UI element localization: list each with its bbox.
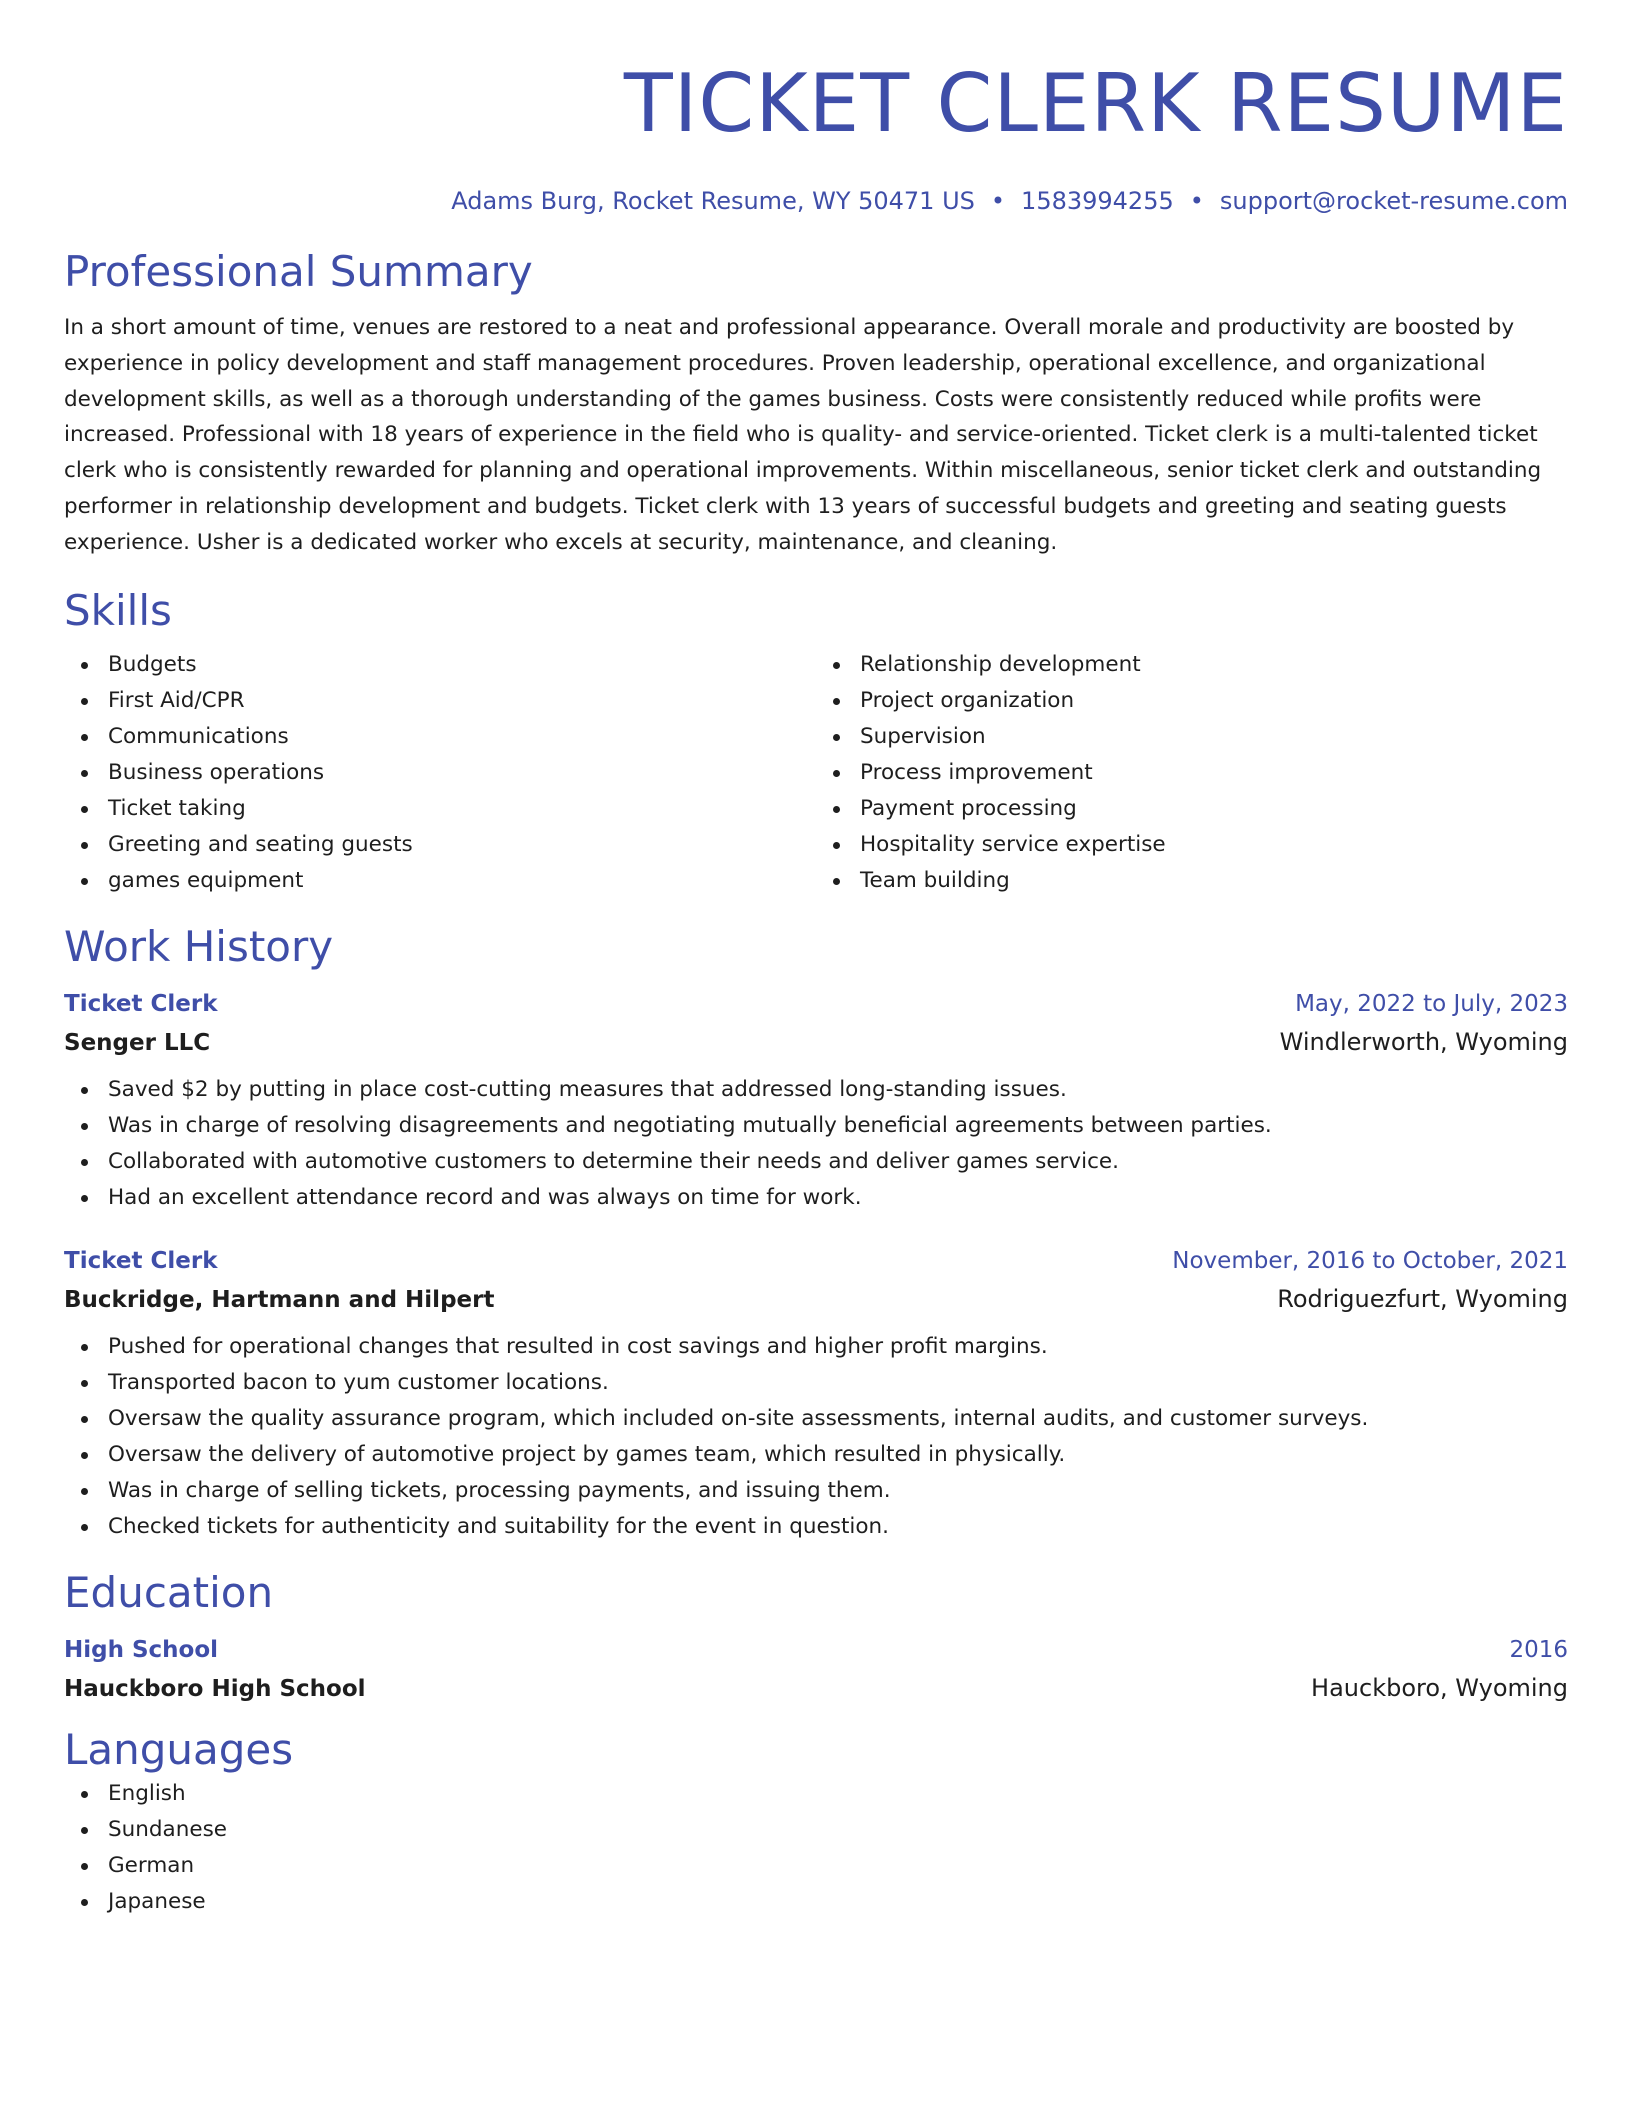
job-dates: May, 2022 to July, 2023 [1295, 990, 1568, 1017]
contact-email: support@rocket-resume.com [1219, 187, 1568, 215]
job-duty: Collaborated with automotive customers to determine their needs and deliver games service. [108, 1144, 1568, 1180]
job-location: Rodriguezfurt, Wyoming [1277, 1284, 1568, 1313]
skills-list-right [816, 647, 1568, 899]
skill-item: Greeting and seating guests [108, 827, 816, 863]
job-duty: Oversaw the delivery of automotive project by games team, which resulted in physically. [108, 1437, 1568, 1473]
job-duty: Transported bacon to yum customer locations. [108, 1365, 1568, 1401]
job-location: Windlerworth, Wyoming [1279, 1027, 1568, 1056]
skill-item: Relationship development [860, 647, 1568, 683]
work-entry-subheader [64, 1282, 1568, 1317]
job-duties-list [64, 1329, 1568, 1545]
skill-item: First Aid/CPR [108, 683, 816, 719]
contact-line [64, 186, 1568, 216]
contact-separator: • [1189, 187, 1204, 215]
job-duties-list [64, 1072, 1568, 1216]
skills-columns [64, 647, 1568, 899]
graduation-year: 2016 [1509, 1636, 1568, 1663]
language-item: German [108, 1848, 1568, 1884]
summary-text: In a short amount of time, venues are restored to a neat and professional appearance. Overall morale and productivity are boosted by experience in policy development and staff management procedures. Proven leadership, operational excellence, and organizational development skills, as well as a thorough understanding of the games business. Costs were consistently reduced while profits were increased. Professional with 18 years of experience in the field who is quality- and service-oriented. Ticket clerk is a multi-talented ticket clerk who is consistently rewarded for planning and operational improvements. Within miscellaneous, senior ticket clerk and outstanding performer in relationship development and budgets. Ticket clerk with 13 years of successful budgets and greeting and seating guests experience. Usher is a dedicated worker who excels at security, maintenance, and cleaning. [64, 315, 1542, 555]
job-duty: Pushed for operational changes that resulted in cost savings and higher profit margins. [108, 1329, 1568, 1365]
languages-section-title: Languages [64, 1724, 294, 1774]
school-location: Hauckboro, Wyoming [1311, 1673, 1568, 1702]
degree-title: High School [64, 1636, 219, 1663]
work-entry-header [64, 1246, 1568, 1276]
skill-item: Supervision [860, 719, 1568, 755]
job-duty: Oversaw the quality assurance program, which included on-site assessments, internal audits, and customer surveys. [108, 1401, 1568, 1437]
job-duty: Was in charge of resolving disagreements and negotiating mutually beneficial agreements between parties. [108, 1108, 1568, 1144]
work-history-section-title: Work History [64, 921, 334, 971]
skill-item: games equipment [108, 863, 816, 899]
education-entry-header [64, 1635, 1568, 1665]
job-duty: Was in charge of selling tickets, processing payments, and issuing them. [108, 1473, 1568, 1509]
job-dates: November, 2016 to October, 2021 [1172, 1247, 1568, 1274]
job-title: Ticket Clerk [64, 1247, 218, 1274]
skill-item: Ticket taking [108, 791, 816, 827]
contact-separator: • [990, 187, 1006, 215]
work-entry-header [64, 989, 1568, 1019]
language-item: Sundanese [108, 1812, 1568, 1848]
contact-phone: 1583994255 [1021, 187, 1174, 215]
work-entry [64, 1246, 1568, 1545]
skill-item: Project organization [860, 683, 1568, 719]
job-duty: Saved $2 by putting in place cost-cutting measures that addressed long-standing issues. [108, 1072, 1568, 1108]
resume-name-heading: TICKET CLERK RESUME [623, 57, 1568, 150]
language-item: English [108, 1776, 1568, 1812]
skill-item: Hospitality service expertise [860, 827, 1568, 863]
skill-item: Communications [108, 719, 816, 755]
job-duty: Checked tickets for authenticity and suitability for the event in question. [108, 1509, 1568, 1545]
skill-item: Payment processing [860, 791, 1568, 827]
work-entry-subheader [64, 1025, 1568, 1060]
skills-section-title: Skills [64, 585, 172, 635]
job-title: Ticket Clerk [64, 990, 218, 1017]
school-name: Hauckboro High School [64, 1675, 366, 1702]
skill-item: Process improvement [860, 755, 1568, 791]
languages-list [64, 1776, 1568, 1920]
education-section-title: Education [64, 1567, 274, 1617]
language-item: Japanese [108, 1884, 1568, 1920]
summary-section-title: Professional Summary [64, 247, 533, 296]
skill-item: Budgets [108, 647, 816, 683]
company-name: Buckridge, Hartmann and Hilpert [64, 1286, 495, 1313]
contact-address: Adams Burg, Rocket Resume, WY 50471 US [451, 187, 975, 215]
skill-item: Business operations [108, 755, 816, 791]
work-entry [64, 989, 1568, 1216]
skills-list-left [64, 647, 816, 899]
job-duty: Had an excellent attendance record and was always on time for work. [108, 1180, 1568, 1216]
education-entry [64, 1635, 1568, 1706]
education-entry-subheader [64, 1671, 1568, 1706]
company-name: Senger LLC [64, 1029, 211, 1056]
skill-item: Team building [860, 863, 1568, 899]
